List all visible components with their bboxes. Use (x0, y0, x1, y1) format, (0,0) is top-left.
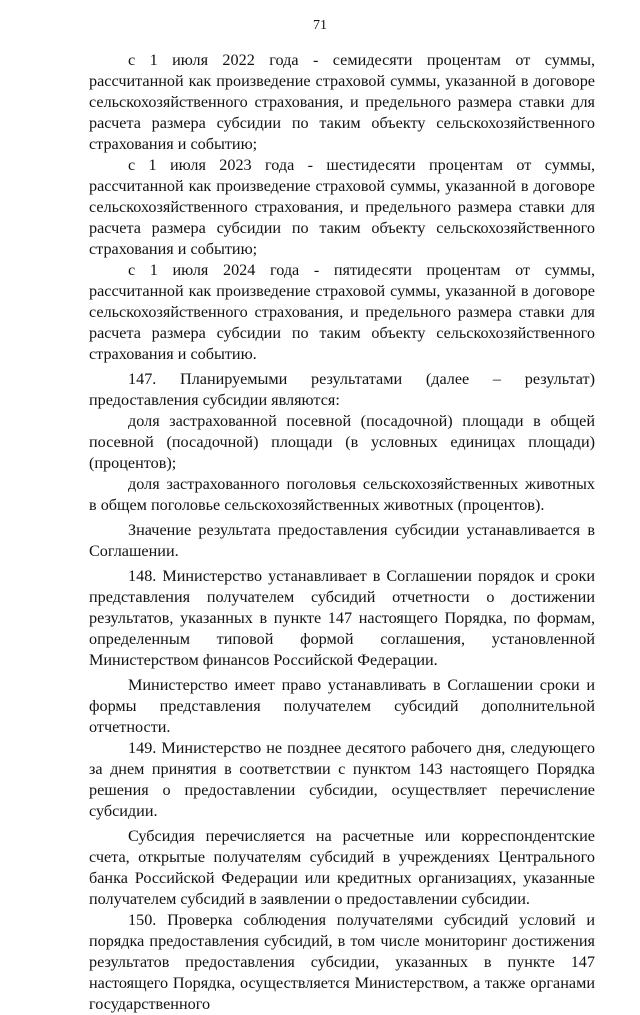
paragraph-148: 148. Министерство устанавливает в Соглашении порядок и сроки представления получателем субсидий отчетности о достижении результатов, указанных в пункте 147 настоящего Порядка, по формам, определенным типовой формой соглашения, установленной Министерством финансов Российской Федерации. (89, 567, 595, 669)
paragraph-150: 150. Проверка соблюдения получателями субсидий условий и порядка предоставления субсидий, в том числе мониторинг достижения результатов предоставления субсидии, указанных в пункте 147 настоящего Порядка, осуществляется Министерством, а также органами государственного (89, 911, 595, 1013)
document-body (89, 50, 595, 1015)
paragraph-subsidy-transfer: Субсидия перечисляется на расчетные или корреспондентские счета, открытые получателям субсидий в учреждениях Центрального банка Российской Федерации или кредитных организациях, указанные получателем субсидий в заявлении о предоставлении субсидии. (89, 827, 595, 908)
paragraph-indicator-area: доля застрахованной посевной (посадочной) площади в общей посевной (посадочной) площади (в условных единицах площади) (процентов); (89, 412, 595, 472)
paragraph-july-2023: с 1 июля 2023 года - шестидесяти процентам от суммы, рассчитанной как произведение страховой суммы, указанной в договоре сельскохозяйственного страхования, и предельного размера ставки для расчета размера субсидии по таким объекту сельскохозяйственного страхования и событию; (89, 156, 595, 258)
paragraph-indicator-livestock: доля застрахованного поголовья сельскохозяйственных животных в общем поголовье сельскохозяйственных животных (процентов). (89, 475, 595, 514)
paragraph-july-2022: с 1 июля 2022 года - семидесяти процентам от суммы, рассчитанной как произведение страховой суммы, указанной в договоре сельскохозяйственного страхования, и предельного размера ставки для расчета размера субсидии по таким объекту сельскохозяйственного страхования и событию; (89, 51, 595, 153)
paragraph-147: 147. Планируемыми результатами (далее – результат) предоставления субсидии являются: (89, 370, 595, 409)
paragraph-149: 149. Министерство не позднее десятого рабочего дня, следующего за днем принятия в соответствии с пунктом 143 настоящего Порядка решения о предоставлении субсидии, осуществляет перечисление субсидии. (89, 739, 595, 820)
paragraph-july-2024: с 1 июля 2024 года - пятидесяти процентам от суммы, рассчитанной как произведение страховой суммы, указанной в договоре сельскохозяйственного страхования, и предельного размера ставки для расчета размера субсидии по таким объекту сельскохозяйственного страхования и событию. (89, 261, 595, 363)
page-number: 71 (313, 18, 327, 33)
paragraph-additional-reporting: Министерство имеет право устанавливать в Соглашении сроки и формы представления получателем субсидий дополнительной отчетности. (89, 676, 595, 736)
paragraph-result-value: Значение результата предоставления субсидии устанавливается в Соглашении. (89, 521, 595, 560)
